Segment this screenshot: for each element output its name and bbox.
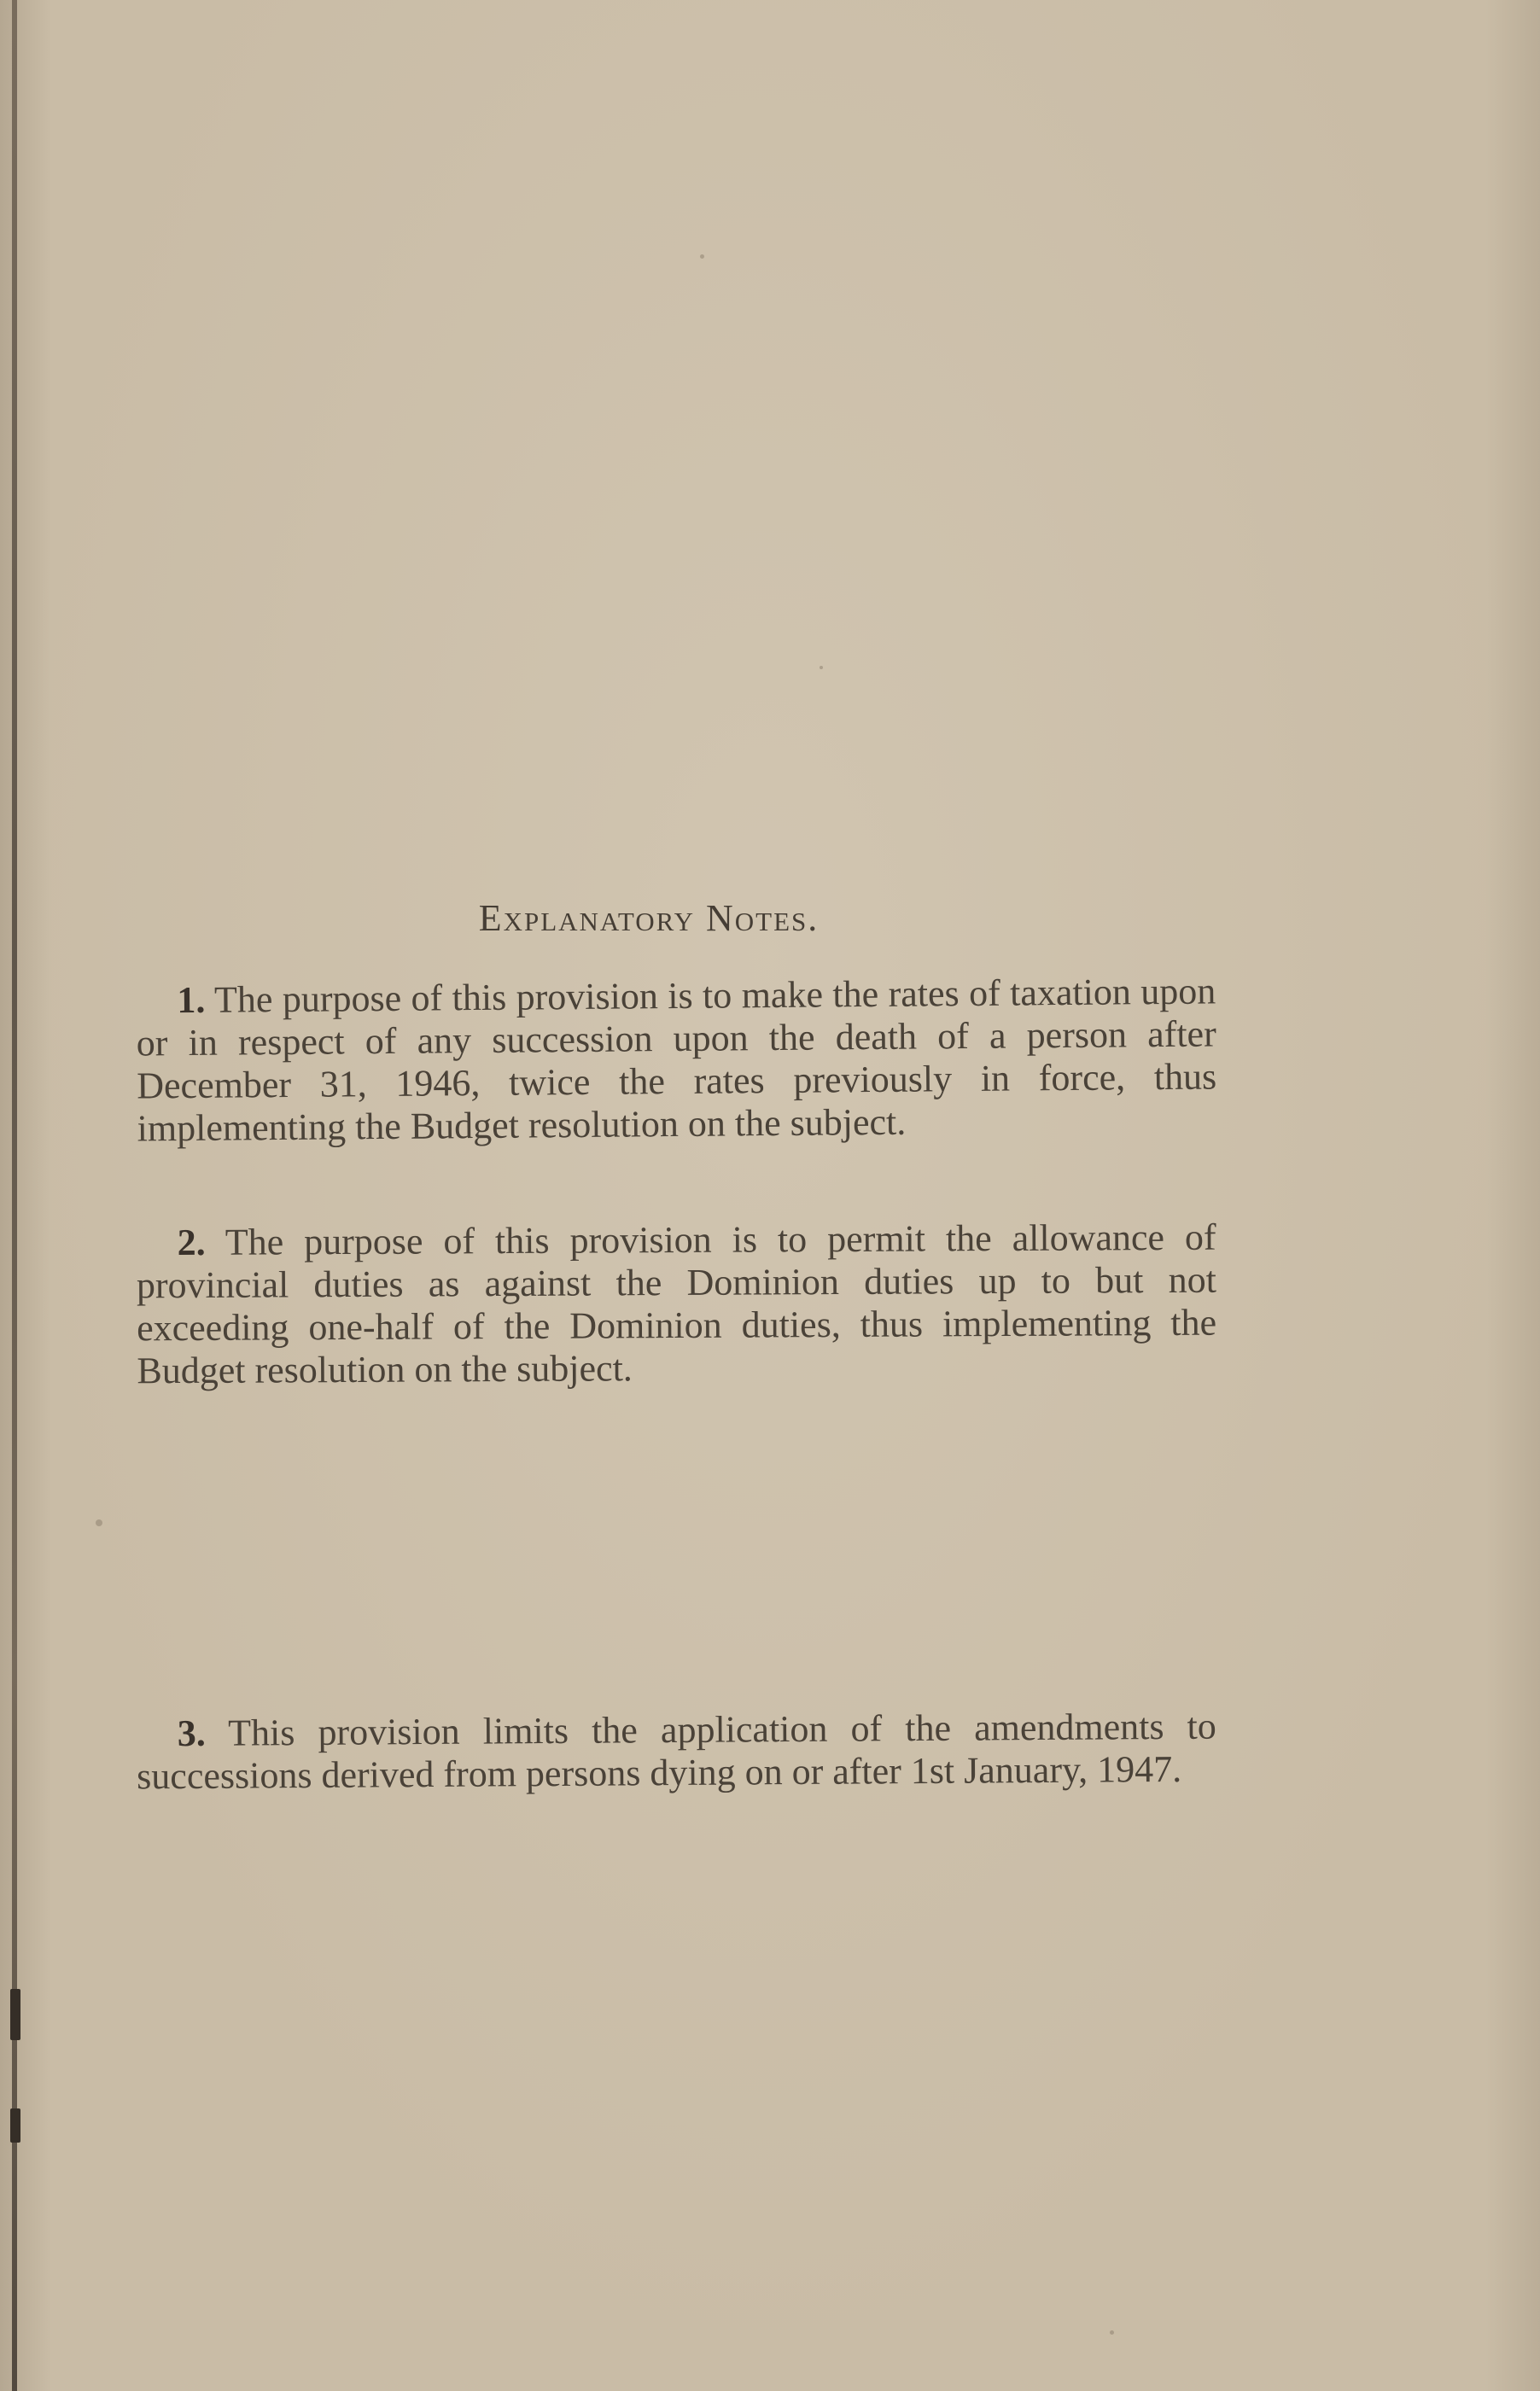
paper-speck — [1110, 2330, 1114, 2335]
explanatory-note — [136, 1216, 1216, 1393]
note-number: 1. — [177, 978, 206, 1022]
paper-speck — [700, 254, 704, 259]
binding-mark — [10, 1989, 20, 2040]
paper-speck — [820, 666, 823, 669]
note-number: 2. — [177, 1221, 206, 1264]
note-text: The purpose of this provision is to permit the allowance of provincial duties as against the Dominion duties up to but not exceeding one-half of the Dominion duties, thus implementing the Budget resolution on the subject. — [136, 1216, 1217, 1392]
explanatory-note — [137, 1706, 1217, 1799]
page-title: Explanatory Notes. — [478, 897, 820, 939]
note-text: This provision limits the application of the amendments to successions derived from persons dying on or after 1st January, 1947. — [137, 1705, 1216, 1798]
paper-speck — [96, 1519, 102, 1526]
note-text: The purpose of this provision is to make the rates of taxation upon or in respect of any succession upon the death of a person after December 31, 1946, twice the rates previously in force, thus implementing the Budget resolution on the subject. — [136, 970, 1217, 1150]
explanatory-note — [136, 970, 1217, 1150]
note-number: 3. — [177, 1712, 207, 1755]
binding-mark — [10, 2108, 20, 2143]
